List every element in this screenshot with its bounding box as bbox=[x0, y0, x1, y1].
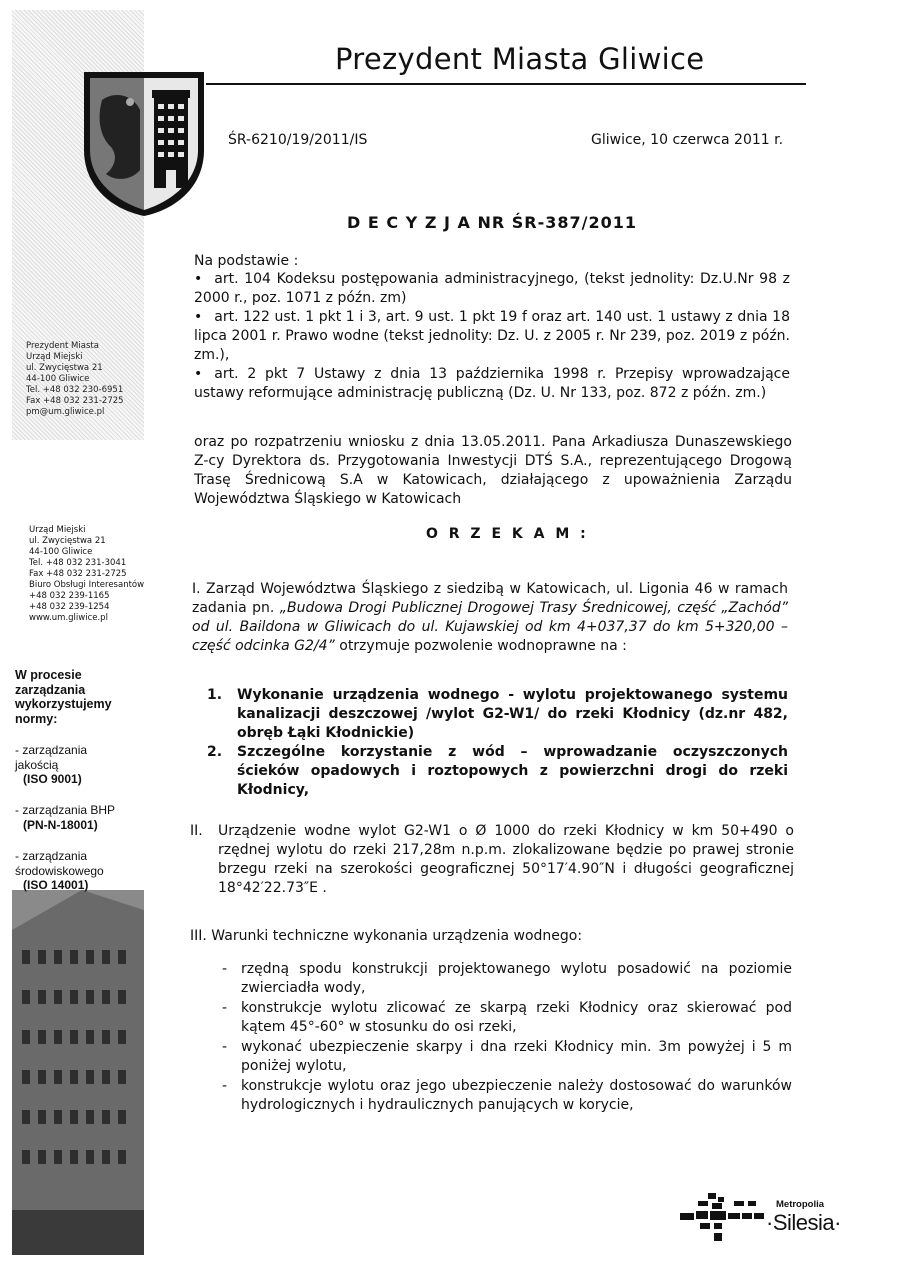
conditions-list bbox=[222, 960, 792, 1116]
reference-number: ŚR-6210/19/2011/IS bbox=[228, 132, 368, 148]
basis-intro: Na podstawie : bbox=[194, 253, 299, 269]
sidebar-contact-info: Urząd Miejski ul. Zwycięstwa 21 44-100 Gliwice Tel. +48 032 231-3041 Fax +48 032 231-2725 Biuro Obsługi Interesantów +48 032 239-1165 +48 032 239-1254 www.um.gliwice.pl bbox=[29, 525, 145, 623]
gliwice-coat-of-arms bbox=[82, 70, 206, 218]
bullet-icon: • bbox=[194, 309, 203, 325]
decision-title: D E C Y Z J A NR ŚR-387/2011 bbox=[347, 213, 638, 232]
list-item: • art. 104 Kodeksu postępowania administracyjnego, (tekst jednolity: Dz.U.Nr 98 z 2000 r., poz. 1071 z późn. zm) bbox=[194, 271, 790, 306]
building-image bbox=[12, 890, 144, 1255]
ruling-heading: O R Z E K A M : bbox=[426, 526, 589, 542]
logo-silesia-text: ·Silesia· bbox=[766, 1210, 841, 1235]
sidebar-stamp-address: Prezydent Miasta Urząd Miejski ul. Zwycięstwa 21 44-100 Gliwice Tel. +48 032 230-6951 Fax +48 032 231-2725 pm@um.gliwice.pl bbox=[26, 341, 124, 417]
list-item: • art. 2 pkt 7 Ustawy z dnia 13 października 1998 r. Przepisy wprowadzające ustawy reformujące administrację publiczną (Dz. U. Nr 133, poz. 872 z późn. zm.) bbox=[194, 366, 790, 401]
bullet-icon: • bbox=[194, 366, 203, 382]
metropolia-silesia-logo-icon bbox=[678, 1193, 768, 1243]
section-3-heading: III. Warunki techniczne wykonania urządzenia wodnego: bbox=[190, 928, 583, 944]
document-title: Prezydent Miasta Gliwice bbox=[335, 42, 705, 76]
list-item: 1. Wykonanie urządzenia wodnego - wylotu projektowanego systemu kanalizacji deszczowej /wylot G2-W1/ do rzeki Kłodnicy (dz.nr 482, obręb Łąki Kłodnickie) bbox=[207, 687, 788, 741]
list-item: - rzędną spodu konstrukcji projektowanego wylotu posadowić na poziomie zwierciadła wody, bbox=[222, 961, 792, 996]
permit-list bbox=[207, 686, 788, 800]
title-divider bbox=[206, 83, 806, 85]
legal-basis-list bbox=[194, 270, 790, 403]
section-1: I. Zarząd Województwa Śląskiego z siedzibą w Katowicach, ul. Ligonia 46 w ramach zadania pn. „Budowa Drogi Publicznej Drogowej Trasy Średnicowej, część „Zachód” od ul. Baildona w Gliwicach do ul. Kujawskiej od km 4+037,37 do km 5+320,00 – część odcinka G2/4” otrzymuje pozwolenie wodnoprawne na : bbox=[192, 581, 788, 654]
list-item: 2. Szczególne korzystanie z wód – wprowadzanie oczyszczonych ścieków opadowych i roztopowych z powierzchni drogi do rzeki Kłodnicy, bbox=[207, 744, 788, 798]
logo-metropolia-text: Metropolia bbox=[776, 1199, 825, 1210]
sidebar-building-photo bbox=[12, 890, 144, 1255]
bullet-icon: • bbox=[194, 271, 203, 287]
list-item: - wykonać ubezpieczenie skarpy i dna rzeki Kłodnicy min. 3m powyżej i 5 m poniżej wylotu, bbox=[222, 1039, 792, 1074]
list-item: - konstrukcje wylotu oraz jego ubezpieczenie należy dostosować do warunków hydrologicznych i hydraulicznych panujących w korycie, bbox=[222, 1078, 792, 1113]
list-item: - konstrukcje wylotu zlicować ze skarpą rzeki Kłodnicy oraz skierować pod kątem 45°-60° w stosunku do osi rzeki, bbox=[222, 1000, 792, 1035]
list-item: • art. 122 ust. 1 pkt 1 i 3, art. 9 ust. 1 pkt 19 f oraz art. 140 ust. 1 ustawy z dnia 18 lipca 2001 r. Prawo wodne (tekst jednolity: Dz. U. z 2005 r. Nr 239, poz. 2019 z późn. zm.), bbox=[194, 309, 790, 363]
document-date: Gliwice, 10 czerwca 2011 r. bbox=[591, 132, 784, 148]
iso-item-bhp: - zarządzania BHP (PN-N-18001) bbox=[15, 803, 116, 832]
section-2: II. Urządzenie wodne wylot G2-W1 o Ø 1000 do rzeki Kłodnicy w km 50+490 o rzędnej wylotu do rzeki 217,28m n.p.m. zlokalizowane będzie po prawej stronie brzegu rzeki na szerokości geograficznej 50°17′4.90″N i długości geograficznej 18°42′22.73″E . bbox=[190, 823, 794, 896]
iso-heading: W procesie zarządzania wykorzystujemy normy: bbox=[15, 668, 112, 726]
application-paragraph: oraz po rozpatrzeniu wniosku z dnia 13.05.2011. Pana Arkadiusza Dunaszewskiego Z-cy Dyrektora ds. Przygotowania Inwestycji DTŚ S.A., reprezentującego Drogową Trasę Średnicową S.A w Katowicach, działającego z upoważnienia Zarządu Województwa Śląskiego w Katowicach bbox=[194, 434, 792, 507]
iso-item-environment: - zarządzania środowiskowego (ISO 14001) bbox=[15, 849, 104, 892]
iso-item-quality: - zarządzania jakością (ISO 9001) bbox=[15, 743, 88, 786]
